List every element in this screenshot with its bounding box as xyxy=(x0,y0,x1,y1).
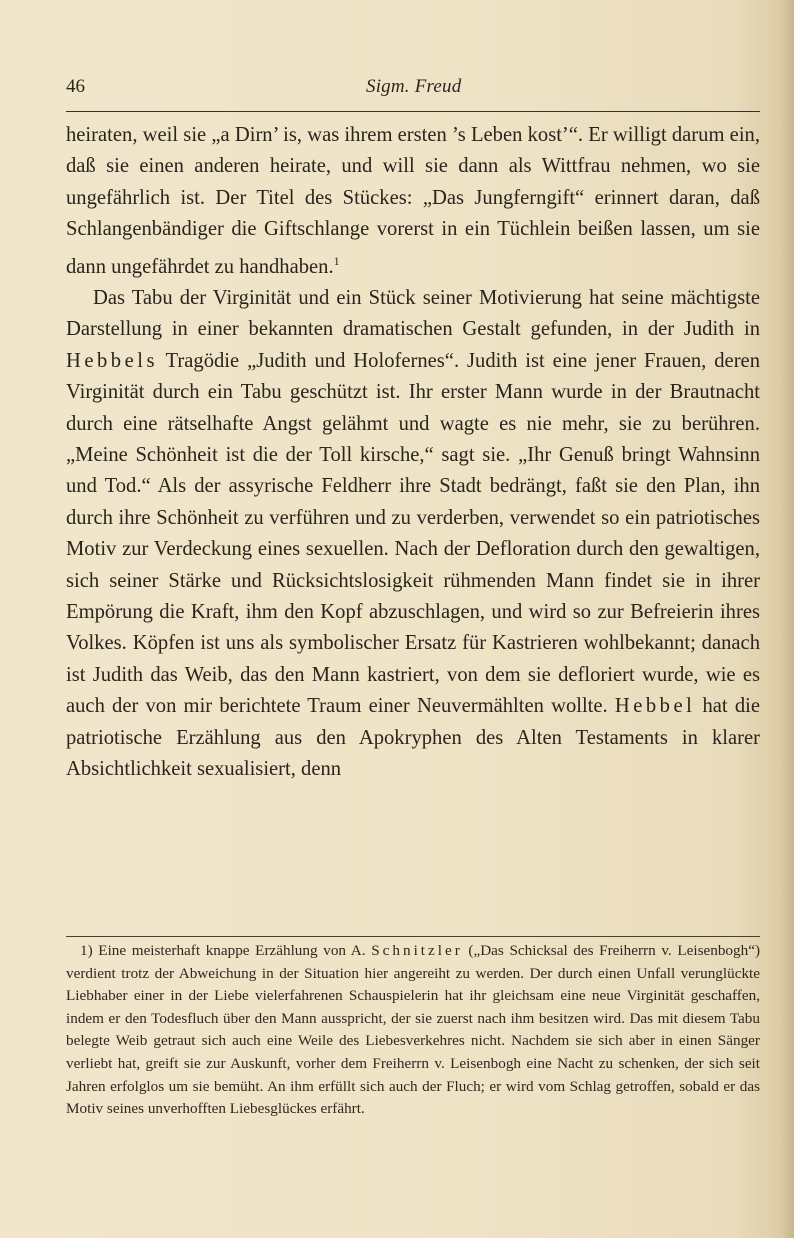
footnote-marker: 1) xyxy=(80,942,93,959)
footnote xyxy=(66,940,760,1121)
paragraph-1 xyxy=(66,120,760,283)
paragraph-2-text-b: Tragödie „Judith und Holofernes“. Judith ist eine jener Frauen, deren Virginität durch ein Tabu geschützt ist. Ihr erster Mann wurde in der Brautnacht durch eine rätselhafte Angst gelähmt und wagte es nie mehr, sie zu berühren. „Meine Schönheit ist die der Toll kirsche,“ sagt sie. „Ihr Genuß bringt Wahnsinn und Tod.“ Als der assyrische Feldherr ihre Stadt bedrängt, faßt sie den Plan, ihn durch ihre Schönheit zu verführen und zu verderben, verwendet so ein patriotisches Motiv zur Verdeckung eines sexuellen. Nach der Defloration durch den gewaltigen, sich seiner Stärke und Rücksichtslosigkeit rühmenden Mann findet sie in ihrer Empörung die Kraft, ihm den Kopf abzuschlagen, und wird so zur Befreierin ihres Volkes. Köpfen ist uns als symbolischer Ersatz für Kastrieren wohlbekannt; danach ist Judith das Weib, das den Mann kastriert, von dem sie defloriert wurde, wie es auch der von mir berichtete Traum einer Neuvermählten wollte. xyxy=(66,349,760,718)
paragraph-1-text: heiraten, weil sie „a Dirn’ is, was ihrem ersten ’s Leben kost’“. Er willigt darum ein, daß sie einen anderen heirate, und will sie dann als Wittfrau nehmen, wo sie ungefährlich ist. Der Titel des Stückes: „Das Jungferngift“ erinnert daran, daß Schlangenbändiger die Giftschlange vorerst in ein Tüchlein beißen lassen, um sie dann ungefährdet zu handhaben. xyxy=(66,124,760,278)
author-name-hebbel: Hebbels xyxy=(66,349,158,372)
paragraph-2-text-a: Das Tabu der Virginität und ein Stück seiner Motivierung hat seine mächtigste Darstellung in einer bekannten dramatischen Gestalt gefunden, in der Judith in xyxy=(66,286,760,341)
author-name-schnitzler: Schnitzler xyxy=(371,942,463,959)
footnote-reference: 1 xyxy=(333,253,340,268)
paragraph-2 xyxy=(66,283,760,786)
running-head: Sigm. Freud xyxy=(366,76,462,97)
body-text xyxy=(66,120,760,785)
footnote-rule xyxy=(66,936,760,937)
footnote-text-b: („Das Schicksal des Freiherrn v. Leisenbogh“) verdient trotz der Abweichung in der Situation hier angereiht zu werden. Der durch einen Unfall verunglückte Liebhaber einer in der Liebe vielerfahrenen Schauspielerin hat ihr gleichsam eine neue Virginität geschaffen, indem er den Todesfluch über den Mann ausspricht, der sie zuerst nach ihm besitzen wird. Das mit diesem Tabu belegte Weib getraut sich auch eine Weile des Liebesverkehres nicht. Nachdem sie sich aber in einen Sänger verliebt hat, greift sie zur Auskunft, vorher dem Freiherrn v. Leisenbogh eine Nacht zu schenken, der sich seit Jahren erfolglos um sie bemüht. An ihm erfüllt sich auch der Fluch; er wird vom Schlag getroffen, sobald er das Motiv seines unverhofften Liebesglückes erfährt. xyxy=(66,942,761,1118)
page-number: 46 xyxy=(66,76,85,97)
paragraph-2-text-c: hat die patriotische Erzählung aus den Apokryphen des Alten Testaments in klarer Absichtlichkeit sexualisiert, denn xyxy=(66,695,760,780)
footnote-text-a: Eine meisterhaft knappe Erzählung von A. xyxy=(92,942,372,959)
page-edge-shadow xyxy=(780,0,794,1238)
page-header xyxy=(66,76,760,108)
author-name-hebbel-2: Hebbel xyxy=(614,695,696,718)
header-rule xyxy=(66,111,760,112)
footnote-paragraph xyxy=(66,940,760,1121)
